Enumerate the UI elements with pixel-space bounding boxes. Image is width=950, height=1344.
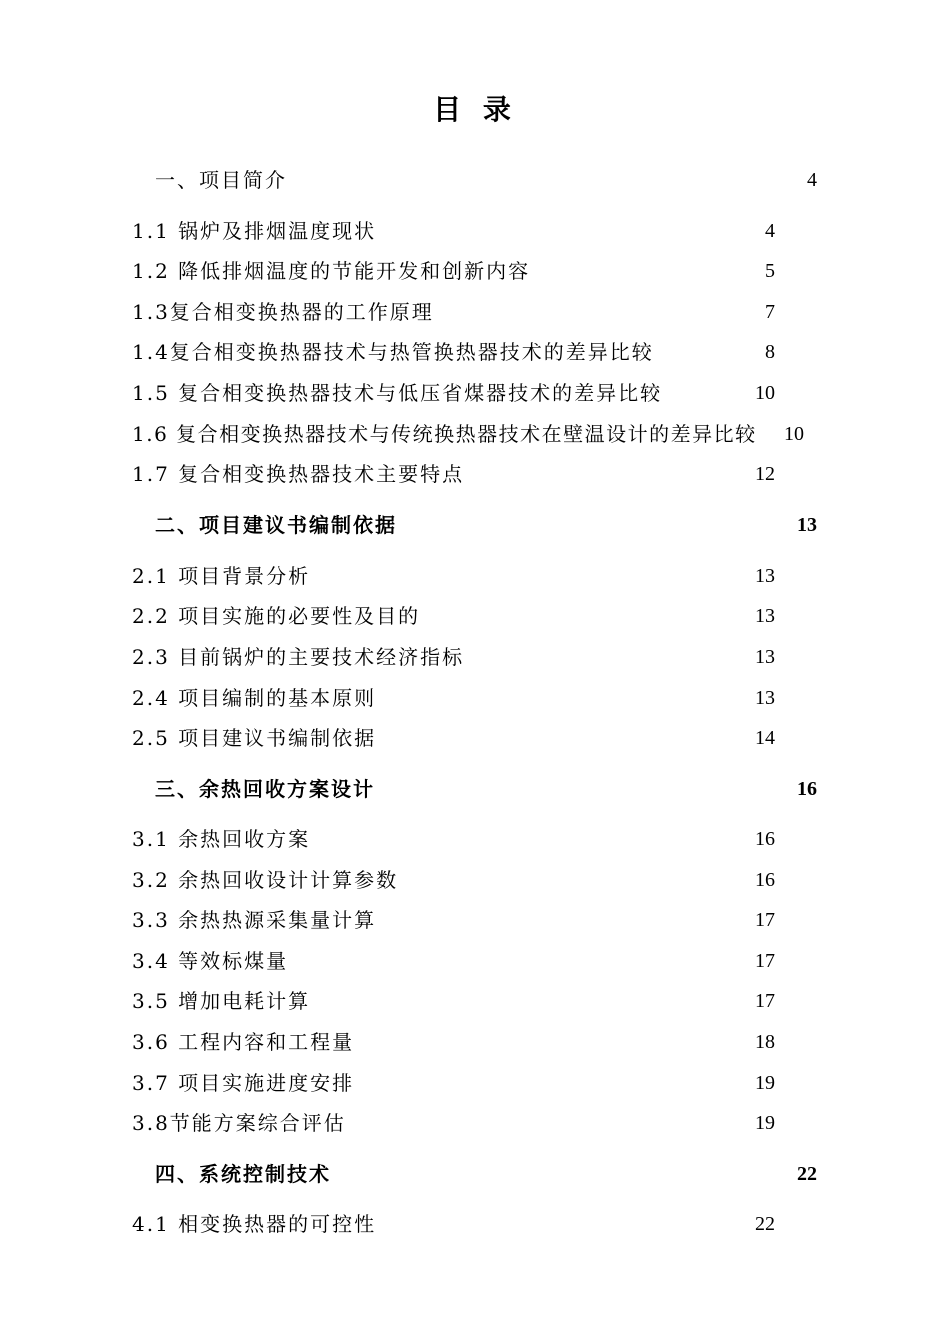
toc-entry-text: 1.7 复合相变换热器技术主要特点 [132,462,465,486]
toc-entry-1-2[interactable] [0,251,950,291]
toc-chapter-2[interactable] [0,505,950,545]
toc-page-number: 13 [755,687,775,709]
toc-entry-1-7[interactable] [0,454,950,494]
toc-entry-text: 2.4 项目编制的基本原则 [132,686,377,710]
toc-page-number: 10 [755,382,775,404]
toc-chapter-1[interactable] [0,160,950,200]
toc-entry-2-3[interactable] [0,637,950,677]
toc-page-number: 8 [765,341,775,363]
toc-entry-text: 3.5 增加电耗计算 [132,989,311,1013]
toc-entry-text: 3.8节能方案综合评估 [132,1111,346,1135]
toc-page-number: 14 [755,727,775,749]
toc-entry-3-4[interactable] [0,941,950,981]
toc-entry-3-3[interactable] [0,900,950,940]
toc-page-number: 13 [755,565,775,587]
toc-page-number: 13 [755,605,775,627]
toc-page-number: 4 [807,169,817,191]
toc-chapter-4[interactable] [0,1154,950,1194]
toc-entry-text: 1.5 复合相变换热器技术与低压省煤器技术的差异比较 [132,381,663,405]
toc-chapter-3[interactable] [0,769,950,809]
page-title: 目 录 [433,93,517,126]
toc-entry-1-4[interactable] [0,332,950,372]
toc-entry-1-1[interactable] [0,211,950,251]
toc-entry-text: 1.3复合相变换热器的工作原理 [132,300,434,324]
toc-page-number: 16 [755,828,775,850]
toc-page-number: 17 [755,990,775,1012]
toc-page-number: 13 [755,646,775,668]
toc-entry-3-6[interactable] [0,1022,950,1062]
toc-entry-text: 1.1 锅炉及排烟温度现状 [132,219,377,243]
toc-entry-text: 3.4 等效标煤量 [132,949,289,973]
toc-entry-text: 3.2 余热回收设计计算参数 [132,868,399,892]
toc-page-number: 10 [784,423,804,445]
toc-entry-2-1[interactable] [0,556,950,596]
toc-page-number: 22 [797,1163,817,1185]
toc-page-number: 7 [765,301,775,323]
toc-entry-2-2[interactable] [0,596,950,636]
toc-entry-text: 一、项目简介 [155,168,287,192]
toc-page-number: 12 [755,463,775,485]
toc-entry-text: 1.4复合相变换热器技术与热管换热器技术的差异比较 [132,340,654,364]
toc-entry-3-7[interactable] [0,1063,950,1103]
toc-entry-text: 2.3 目前锅炉的主要技术经济指标 [132,645,465,669]
toc-entry-2-5[interactable] [0,718,950,758]
toc-entry-text: 2.2 项目实施的必要性及目的 [132,604,421,628]
toc-entry-3-5[interactable] [0,981,950,1021]
toc-entry-text: 3.1 余热回收方案 [132,827,311,851]
toc-page-number: 17 [755,909,775,931]
toc-page-number: 17 [755,950,775,972]
toc-page-number: 16 [797,778,817,800]
toc-entry-text: 1.6 复合相变换热器技术与传统换热器技术在壁温设计的差异比较 [132,422,757,446]
toc-entry-1-6[interactable] [0,414,950,454]
toc-entry-text: 3.6 工程内容和工程量 [132,1030,355,1054]
toc-page-number: 19 [755,1112,775,1134]
toc-entry-4-1[interactable] [0,1204,950,1244]
toc-entry-3-1[interactable] [0,819,950,859]
toc-page-number: 18 [755,1031,775,1053]
toc-page-number: 4 [765,220,775,242]
toc-entry-1-3[interactable] [0,292,950,332]
toc-entry-text: 三、余热回收方案设计 [155,777,375,801]
toc-page-number: 5 [765,260,775,282]
toc-page-number: 22 [755,1213,775,1235]
toc-entry-text: 3.7 项目实施进度安排 [132,1071,355,1095]
toc-entry-text: 2.1 项目背景分析 [132,564,311,588]
toc-entry-text: 2.5 项目建议书编制依据 [132,726,377,750]
toc-entry-text: 1.2 降低排烟温度的节能开发和创新内容 [132,259,531,283]
toc-page-number: 19 [755,1072,775,1094]
toc-entry-1-5[interactable] [0,373,950,413]
toc-entry-text: 3.3 余热热源采集量计算 [132,908,377,932]
toc-entry-text: 四、系统控制技术 [155,1162,331,1186]
toc-entry-3-2[interactable] [0,860,950,900]
toc-entry-2-4[interactable] [0,678,950,718]
toc-page-number: 13 [797,514,817,536]
toc-page-number: 16 [755,869,775,891]
toc-entry-3-8[interactable] [0,1103,950,1143]
toc-entry-text: 二、项目建议书编制依据 [155,513,397,537]
toc-entry-text: 4.1 相变换热器的可控性 [132,1212,377,1236]
